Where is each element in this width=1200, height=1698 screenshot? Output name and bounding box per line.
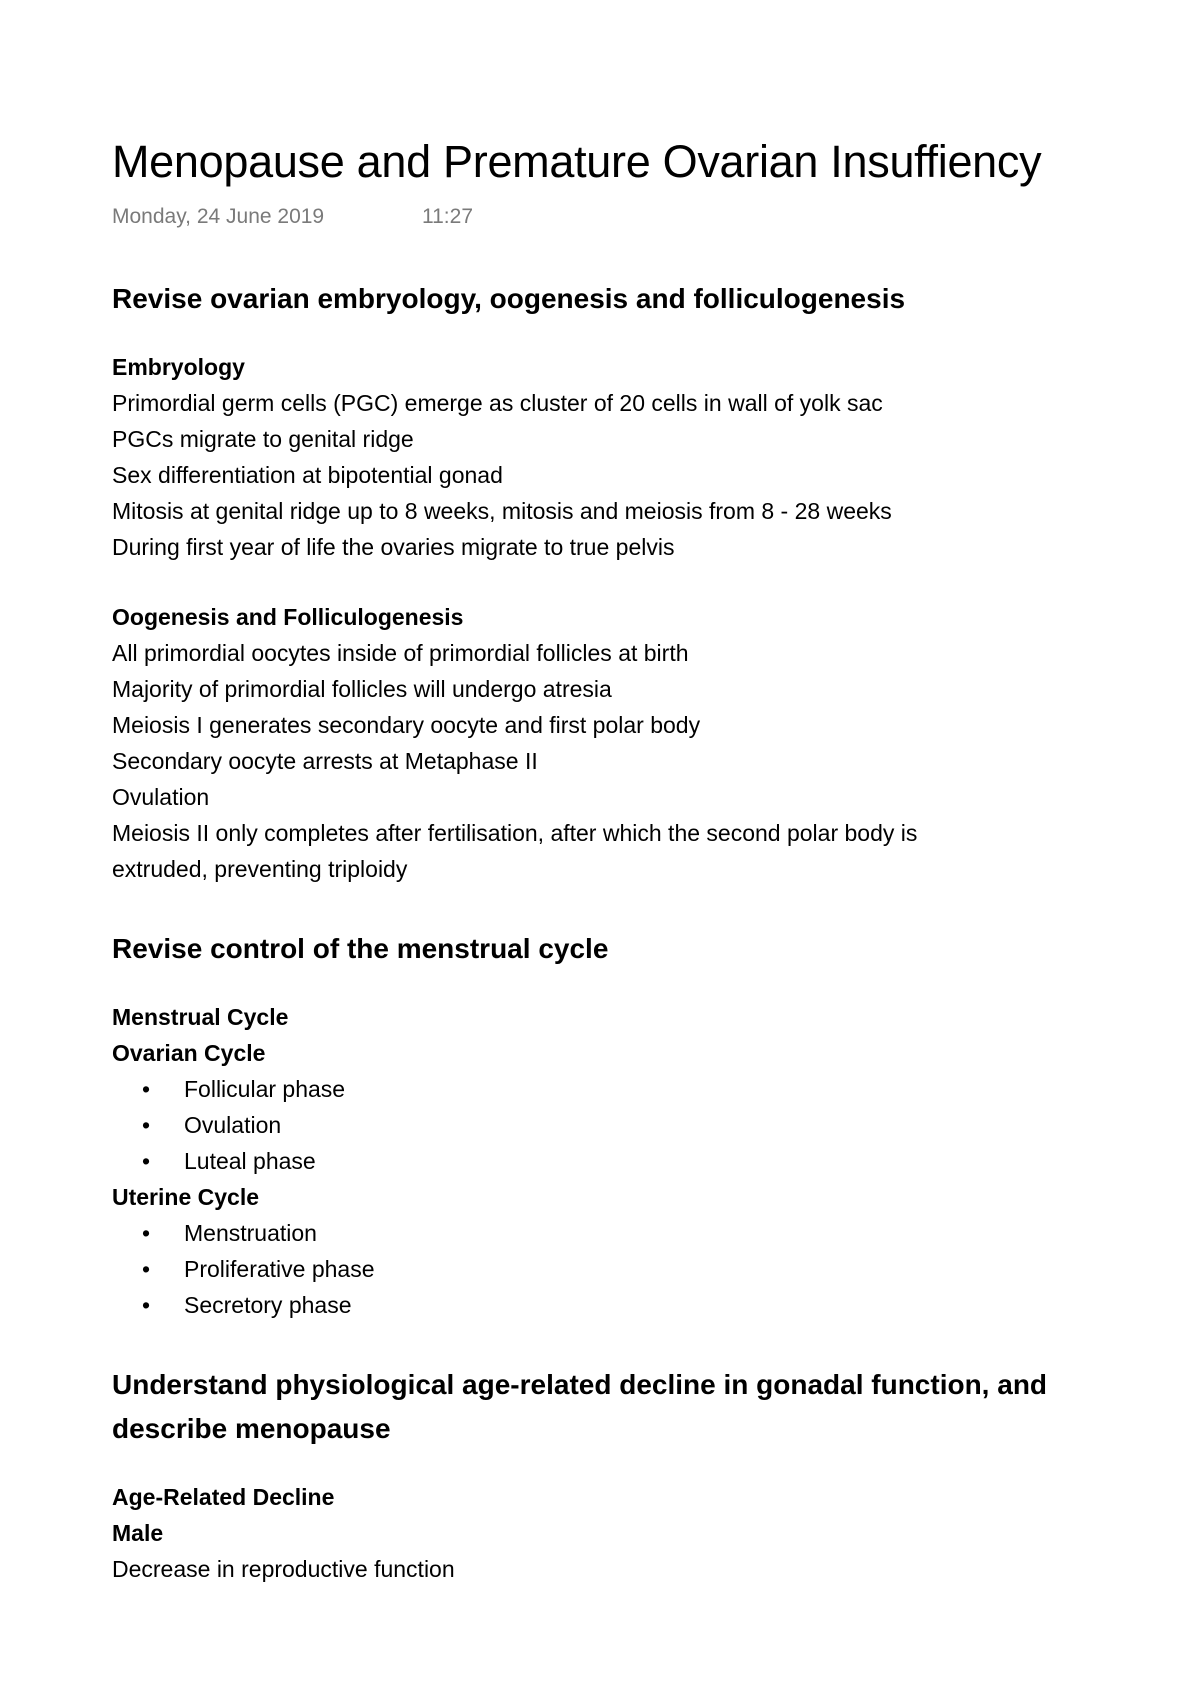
- list-item: • Ovulation: [112, 1107, 1112, 1143]
- section-heading-age-related-decline: Understand physiological age-related decline in gonadal function, and describe menopause: [112, 1369, 1048, 1444]
- truncated-text-line: Decrease in reproductive function: [112, 1556, 455, 1582]
- section-heading-embryology: Revise ovarian embryology, oogenesis and folliculogenesis: [112, 283, 906, 314]
- list-item: • Secretory phase: [112, 1287, 1112, 1323]
- list-item: • Proliferative phase: [112, 1251, 1112, 1287]
- subheading-male: Male: [112, 1520, 164, 1546]
- page-metadata: [112, 205, 473, 229]
- section-heading-menstrual-cycle: Revise control of the menstrual cycle: [112, 933, 609, 964]
- subheading-menstrual-cycle: Menstrual Cycle: [112, 1004, 289, 1030]
- text-line: Secondary oocyte arrests at Metaphase II: [112, 748, 538, 774]
- list-item: • Luteal phase: [112, 1143, 1112, 1179]
- list-item: • Menstruation: [112, 1215, 1112, 1251]
- text-line: Meiosis II only completes after fertilisation, after which the second polar body is extruded, preventing triploidy: [112, 820, 918, 882]
- ovarian-cycle-list: [112, 1071, 1112, 1179]
- uterine-cycle-list: [112, 1215, 1112, 1323]
- subheading-ovarian-cycle: Ovarian Cycle: [112, 1040, 266, 1066]
- note-content: [112, 277, 1112, 1582]
- text-line: During first year of life the ovaries migrate to true pelvis: [112, 534, 675, 560]
- page-time: 11:27: [422, 205, 473, 228]
- page-date: Monday, 24 June 2019: [112, 205, 325, 228]
- page-title: Menopause and Premature Ovarian Insuffiency: [112, 136, 1042, 187]
- text-line: PGCs migrate to genital ridge: [112, 426, 414, 452]
- text-line: Meiosis I generates secondary oocyte and first polar body: [112, 712, 701, 738]
- subheading-oogenesis: Oogenesis and Folliculogenesis: [112, 604, 464, 630]
- text-line: Majority of primordial follicles will undergo atresia: [112, 676, 612, 702]
- text-line: Sex differentiation at bipotential gonad: [112, 462, 503, 488]
- text-line: Ovulation: [112, 784, 210, 810]
- subheading-uterine-cycle: Uterine Cycle: [112, 1184, 260, 1210]
- text-line: All primordial oocytes inside of primordial follicles at birth: [112, 640, 689, 666]
- text-line: Mitosis at genital ridge up to 8 weeks, mitosis and meiosis from 8 - 28 weeks: [112, 498, 892, 524]
- subheading-age-related-decline: Age-Related Decline: [112, 1484, 335, 1510]
- text-line: Primordial germ cells (PGC) emerge as cluster of 20 cells in wall of yolk sac: [112, 390, 883, 416]
- subheading-embryology: Embryology: [112, 354, 245, 380]
- list-item: • Follicular phase: [112, 1071, 1112, 1107]
